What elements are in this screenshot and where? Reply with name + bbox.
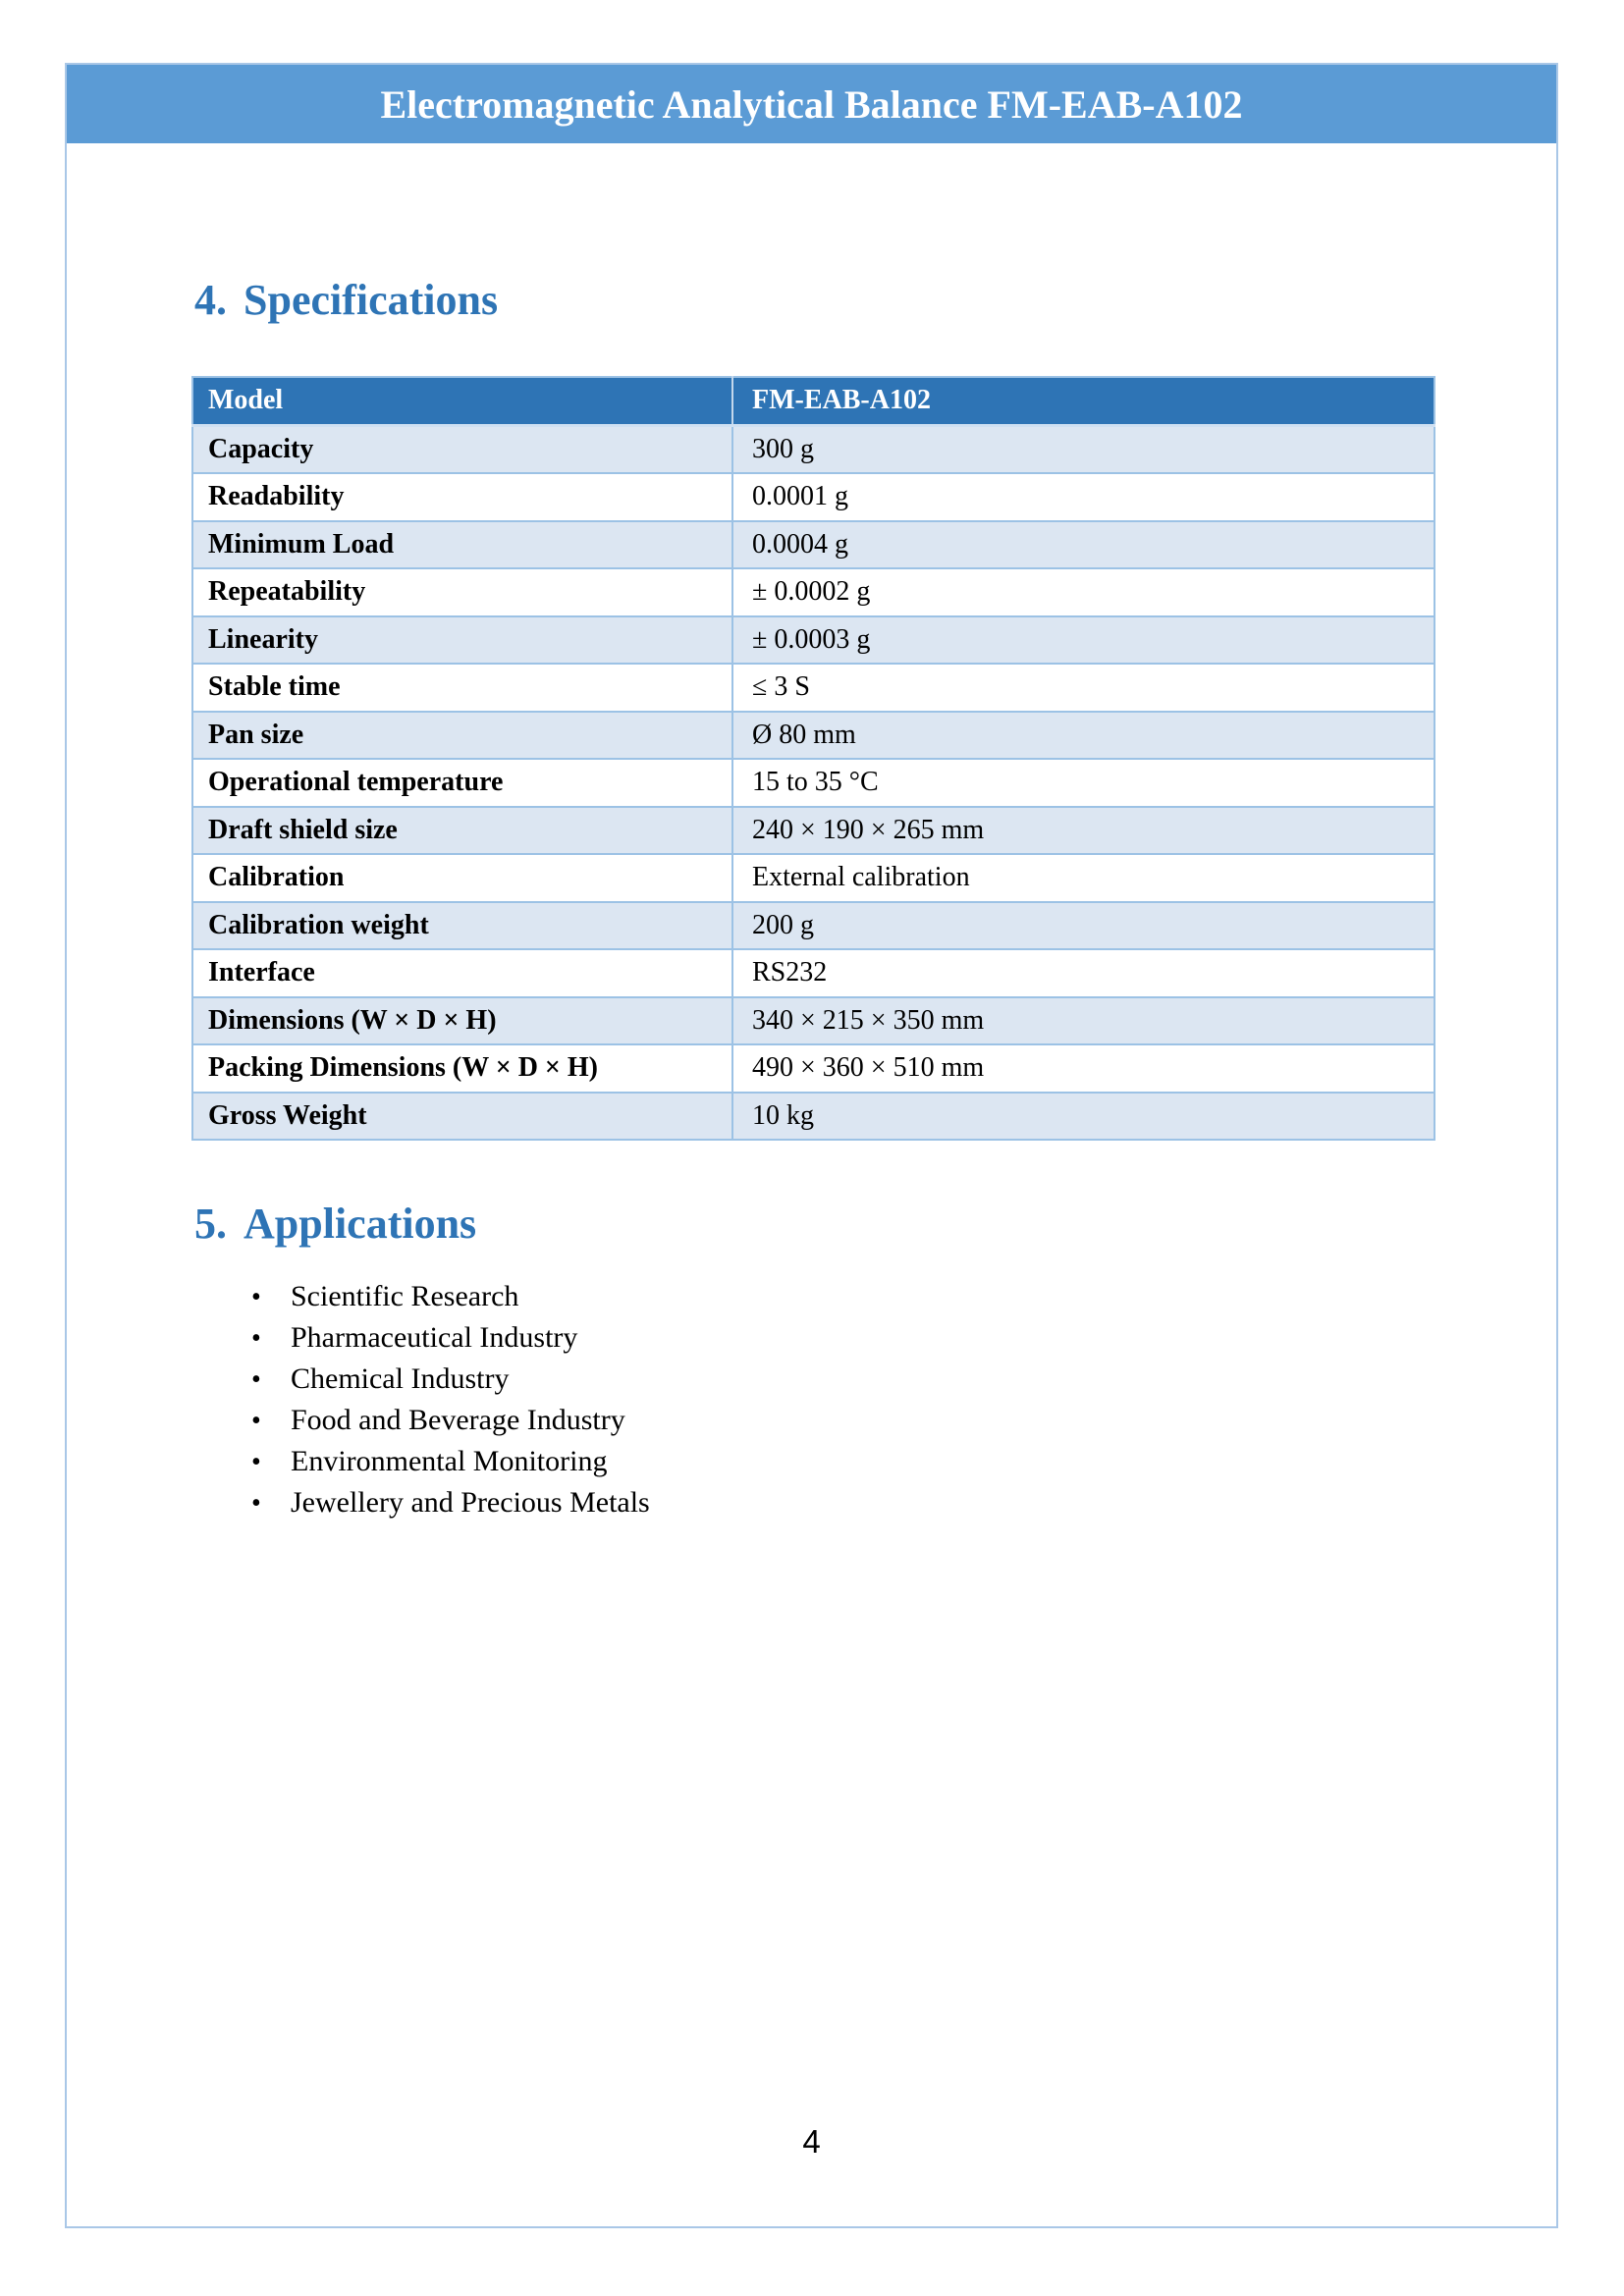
spec-value: ± 0.0002 g xyxy=(732,568,1435,616)
specifications-heading-title: Specifications xyxy=(244,276,499,324)
spec-label: Gross Weight xyxy=(192,1093,732,1141)
table-header-value: FM-EAB-A102 xyxy=(732,377,1435,425)
list-item xyxy=(251,1441,650,1482)
list-item-text: Scientific Research xyxy=(291,1280,519,1312)
applications-heading xyxy=(194,1200,476,1250)
spec-label: Calibration xyxy=(192,854,732,902)
spec-label: Operational temperature xyxy=(192,759,732,807)
spec-value: 15 to 35 °C xyxy=(732,759,1435,807)
document-banner xyxy=(67,65,1556,143)
applications-heading-title: Applications xyxy=(244,1200,477,1248)
page-frame xyxy=(65,63,1558,2228)
spec-value: 490 × 360 × 510 mm xyxy=(732,1044,1435,1093)
table-header-row xyxy=(192,377,1435,425)
bullet-icon: • xyxy=(251,1488,261,1519)
spec-label: Repeatability xyxy=(192,568,732,616)
spec-value: Ø 80 mm xyxy=(732,712,1435,760)
spec-value: 240 × 190 × 265 mm xyxy=(732,807,1435,855)
spec-label: Draft shield size xyxy=(192,807,732,855)
spec-value: RS232 xyxy=(732,949,1435,997)
applications-list xyxy=(251,1276,650,1523)
page-number: 4 xyxy=(802,2123,821,2160)
list-item xyxy=(251,1359,650,1400)
bullet-icon: • xyxy=(251,1447,261,1477)
bullet-icon: • xyxy=(251,1406,261,1436)
table-row xyxy=(192,712,1435,760)
spec-label: Calibration weight xyxy=(192,902,732,950)
table-header-label: Model xyxy=(192,377,732,425)
table-row xyxy=(192,568,1435,616)
list-item xyxy=(251,1482,650,1523)
list-item xyxy=(251,1400,650,1441)
list-item-text: Jewellery and Precious Metals xyxy=(291,1486,650,1519)
applications-heading-number: 5. xyxy=(194,1200,227,1248)
spec-value: 0.0001 g xyxy=(732,473,1435,521)
table-row xyxy=(192,1044,1435,1093)
spec-label: Capacity xyxy=(192,425,732,473)
list-item-text: Pharmaceutical Industry xyxy=(291,1321,578,1354)
table-row xyxy=(192,1093,1435,1141)
spec-label: Stable time xyxy=(192,664,732,712)
table-row xyxy=(192,664,1435,712)
spec-label: Readability xyxy=(192,473,732,521)
specifications-heading xyxy=(194,276,498,326)
table-row xyxy=(192,521,1435,569)
table-row xyxy=(192,902,1435,950)
bullet-icon: • xyxy=(251,1282,261,1312)
spec-value: ≤ 3 S xyxy=(732,664,1435,712)
table-row xyxy=(192,854,1435,902)
bullet-icon: • xyxy=(251,1323,261,1354)
list-item-text: Environmental Monitoring xyxy=(291,1445,608,1477)
spec-label: Minimum Load xyxy=(192,521,732,569)
list-item-text: Food and Beverage Industry xyxy=(291,1404,625,1436)
table-row xyxy=(192,997,1435,1045)
spec-value: 340 × 215 × 350 mm xyxy=(732,997,1435,1045)
spec-value: 0.0004 g xyxy=(732,521,1435,569)
table-row xyxy=(192,473,1435,521)
list-item xyxy=(251,1317,650,1359)
table-row xyxy=(192,616,1435,665)
spec-value: 300 g xyxy=(732,425,1435,473)
specifications-table xyxy=(191,376,1435,1141)
spec-label: Dimensions (W × D × H) xyxy=(192,997,732,1045)
bullet-icon: • xyxy=(251,1364,261,1395)
banner-title: Electromagnetic Analytical Balance FM-EAB-A102 xyxy=(380,81,1243,127)
spec-label: Pan size xyxy=(192,712,732,760)
list-item-text: Chemical Industry xyxy=(291,1362,510,1395)
list-item xyxy=(251,1276,650,1317)
specifications-heading-number: 4. xyxy=(194,276,227,324)
spec-value: External calibration xyxy=(732,854,1435,902)
spec-label: Interface xyxy=(192,949,732,997)
spec-value: 10 kg xyxy=(732,1093,1435,1141)
spec-label: Packing Dimensions (W × D × H) xyxy=(192,1044,732,1093)
table-row xyxy=(192,807,1435,855)
spec-value: ± 0.0003 g xyxy=(732,616,1435,665)
table-row xyxy=(192,759,1435,807)
spec-label: Linearity xyxy=(192,616,732,665)
table-row xyxy=(192,949,1435,997)
spec-value: 200 g xyxy=(732,902,1435,950)
table-row xyxy=(192,425,1435,473)
